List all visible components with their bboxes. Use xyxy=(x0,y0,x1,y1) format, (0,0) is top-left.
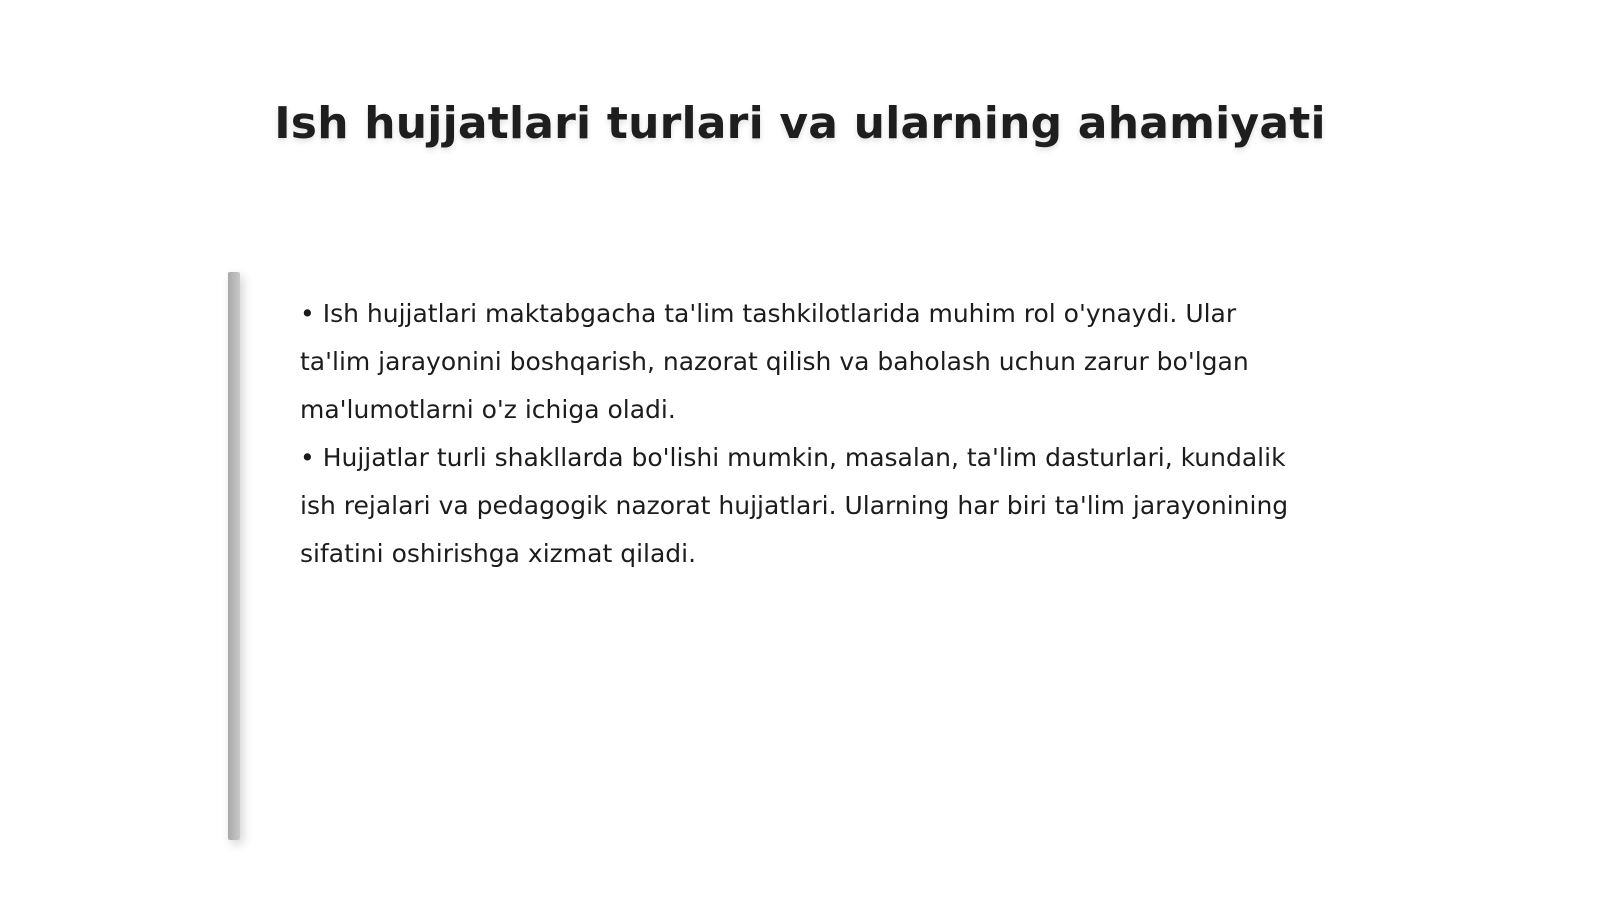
bullet-paragraph-1: • Ish hujjatlari maktabgacha ta'lim tashkilotlarida muhim rol o'ynaydi. Ular ta'lim jarayonini boshqarish, nazorat qilish va baholash uchun zarur bo'lgan ma'lumotlarni o'z ichiga oladi. xyxy=(300,299,1249,424)
bullet-paragraph-2: • Hujjatlar turli shakllarda bo'lishi mumkin, masalan, ta'lim dasturlari, kundalik ish rejalari va pedagogik nazorat hujjatlari. Ularning har biri ta'lim jarayonining sifatini oshirishga xizmat qiladi. xyxy=(300,443,1289,568)
slide-body xyxy=(300,290,1310,578)
slide-title: Ish hujjatlari turlari va ularning ahamiyati xyxy=(274,98,1326,150)
accent-bar xyxy=(228,272,240,840)
